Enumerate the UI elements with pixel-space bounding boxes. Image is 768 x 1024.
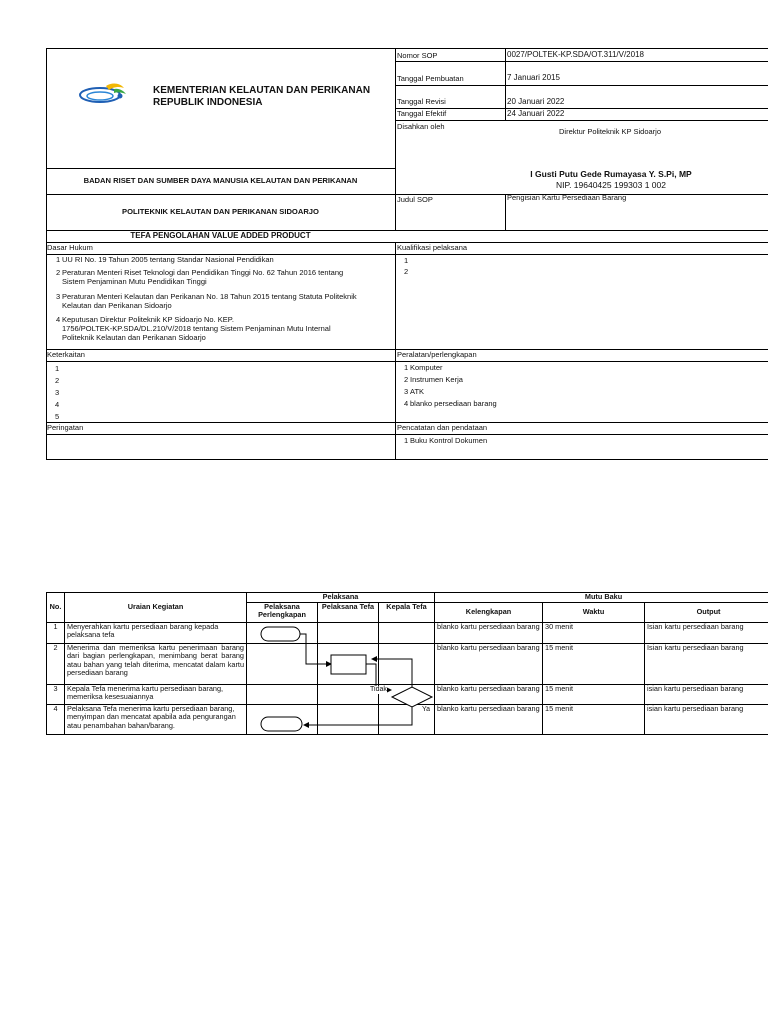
row-kelengkapan: blanko kartu persediaan barang [435,705,543,735]
peralatan-text: blanko persediaan barang [410,399,497,408]
peralatan-num: 2 [404,375,409,384]
keterkaitan-num: 4 [55,400,60,409]
institution-name: POLITEKNIK KELAUTAN DAN PERIKANAN SIDOARJO [122,207,319,216]
judul-sop-value: Pengisian Kartu Persediaan Barang [507,193,627,202]
judul-sop-label: Judul SOP [397,195,433,204]
signer-name: I Gusti Putu Gede Rumayasa Y. S.Pi, MP [530,169,692,179]
pencatatan-num: 1 [404,436,409,445]
row-kelengkapan: blanko kartu persediaan barang [435,685,543,705]
flow-arrow-tidak [372,659,412,687]
header-output: Output [645,603,768,623]
dasar-hukum-text: Sistem Penjaminan Mutu Pendidikan Tinggi [62,277,207,286]
flow-arrow-1 [300,634,331,664]
process-box-shape [331,655,366,674]
peralatan-label: Peralatan/perlengkapan [397,350,477,359]
row-waktu: 15 menit [543,705,645,735]
end-terminator-shape [261,717,302,731]
row-waktu: 15 menit [543,685,645,705]
peralatan-num: 4 [404,399,409,408]
disahkan-label: Disahkan oleh [397,122,445,131]
nomor-sop-value: 0027/POLTEK-KP.SDA/OT.311/V/2018 [507,50,644,59]
agency-name: BADAN RISET DAN SUMBER DAYA MANUSIA KELAUTAN DAN PERIKANAN [83,176,358,185]
row-output: isian kartu persediaan barang [645,705,768,735]
dasar-hukum-num: 1 [56,255,61,264]
dasar-hukum-text: UU RI No. 19 Tahun 2005 tentang Standar Nasional Pendidikan [62,255,274,264]
row-kelengkapan: blanko kartu persediaan barang [435,623,543,644]
dasar-hukum-num: 2 [56,268,61,277]
header-perlengkapan-line1: Pelaksana [264,602,300,611]
dasar-hukum-text: Politeknik Kelautan dan Perikanan Sidoarjo [62,333,206,342]
header-mutu-baku: Mutu Baku [435,593,768,603]
row-kelengkapan: blanko kartu persediaan barang [435,644,543,685]
row-waktu: 30 menit [543,623,645,644]
row-output: Isian kartu persediaan barang [645,644,768,685]
tanggal-efektif-value: 24 Januari 2022 [507,109,565,118]
header-kepala-tefa: Kepala Tefa [379,603,435,623]
decision-label-ya: Ya [422,706,431,713]
dasar-hukum-text: 1756/POLTEK-KP.SDA/DL.210/V/2018 tentang Sistem Penjaminan Mutu Internal [62,324,331,333]
row-uraian: Menyerahkan kartu persediaan barang kepada pelaksana tefa [65,623,247,644]
nomor-sop-label: Nomor SOP [397,51,438,60]
dasar-hukum-num: 3 [56,292,61,301]
kualifikasi-label: Kualifikasi pelaksana [397,243,468,252]
row-no: 1 [47,623,65,644]
tanggal-revisi-value: 20 Januari 2022 [507,97,565,106]
peralatan-num: 3 [404,387,409,396]
keterkaitan-num: 5 [55,412,60,421]
peralatan-text: ATK [410,387,425,396]
dasar-hukum-text: Kelautan dan Perikanan Sidoarjo [62,301,172,310]
peralatan-num: 1 [404,363,409,372]
header-kelengkapan: Kelengkapan [435,603,543,623]
tanggal-revisi-label: Tanggal Revisi [397,97,446,106]
dasar-hukum-num: 4 [56,315,61,324]
peralatan-text: Komputer [410,363,443,372]
keterkaitan-label: Keterkaitan [47,350,85,359]
ministry-title-line2: REPUBLIK INDONESIA [153,97,263,108]
pencatatan-label: Pencatatan dan pendataan [397,423,488,432]
header-pelaksana-tefa: Pelaksana Tefa [318,603,379,623]
disahkan-value: Direktur Politeknik KP Sidoarjo [559,127,661,136]
signer-nip: NIP. 19640425 199303 1 002 [556,180,666,190]
header-pelaksana: Pelaksana [247,593,435,603]
header-waktu: Waktu [543,603,645,623]
decision-label-tidak: Tidak [370,686,387,693]
decision-diamond-shape [392,687,432,707]
tanggal-pembuatan-label: Tanggal Pembuatan [397,74,464,83]
header-no: No. [47,593,65,623]
row-no: 4 [47,705,65,735]
peringatan-label: Peringatan [47,423,84,432]
dasar-hukum-text: Peraturan Menteri Kelautan dan Perikanan No. 18 Tahun 2015 tentang Statuta Politeknik [62,292,357,301]
row-uraian: Pelaksana Tefa menerima kartu persediaan barang, menyimpan dan mencatat apabila ada pengurangan atau penambahan bahan/barang. [65,705,247,735]
pencatatan-text: Buku Kontrol Dokumen [410,436,488,445]
row-uraian: Menerima dan memeriksa kartu penerimaan barang dari bagian perlengkapan, menimbang berat barang atau bahan yang telah diterima, mencatat dalam kartu persediaan barang [65,644,247,685]
dasar-hukum-text: Keputusan Direktur Politeknik KP Sidoarjo No. KEP. [62,315,234,324]
dasar-hukum-text: Peraturan Menteri Riset Teknologi dan Pendidikan Tinggi No. 62 Tahun 2016 tentang [62,268,344,277]
start-terminator-shape [261,627,300,641]
unit-name: TEFA PENGOLAHAN VALUE ADDED PRODUCT [130,231,311,240]
tanggal-efektif-label: Tanggal Efektif [397,109,447,118]
peralatan-text: Instrumen Kerja [410,375,463,384]
row-output: Isian kartu persediaan barang [645,623,768,644]
keterkaitan-num: 3 [55,388,60,397]
header-uraian: Uraian Kegiatan [65,593,247,623]
row-output: isian kartu persediaan barang [645,685,768,705]
row-no: 2 [47,644,65,685]
ministry-title-line1: KEMENTERIAN KELAUTAN DAN PERIKANAN [153,85,371,96]
tanggal-pembuatan-value: 7 Januari 2015 [507,73,560,82]
flow-arrow-ya [304,707,412,725]
row-waktu: 15 menit [543,644,645,685]
kualifikasi-num: 2 [404,267,409,276]
row-no: 3 [47,685,65,705]
keterkaitan-num: 2 [55,376,60,385]
dasar-hukum-label: Dasar Hukum [47,243,93,252]
header-perlengkapan-line2: Perlengkapan [258,610,306,620]
kualifikasi-num: 1 [404,256,409,265]
keterkaitan-num: 1 [55,364,60,373]
row-uraian: Kepala Tefa menerima kartu persediaan barang, memeriksa kesesuaiannya [65,685,247,705]
